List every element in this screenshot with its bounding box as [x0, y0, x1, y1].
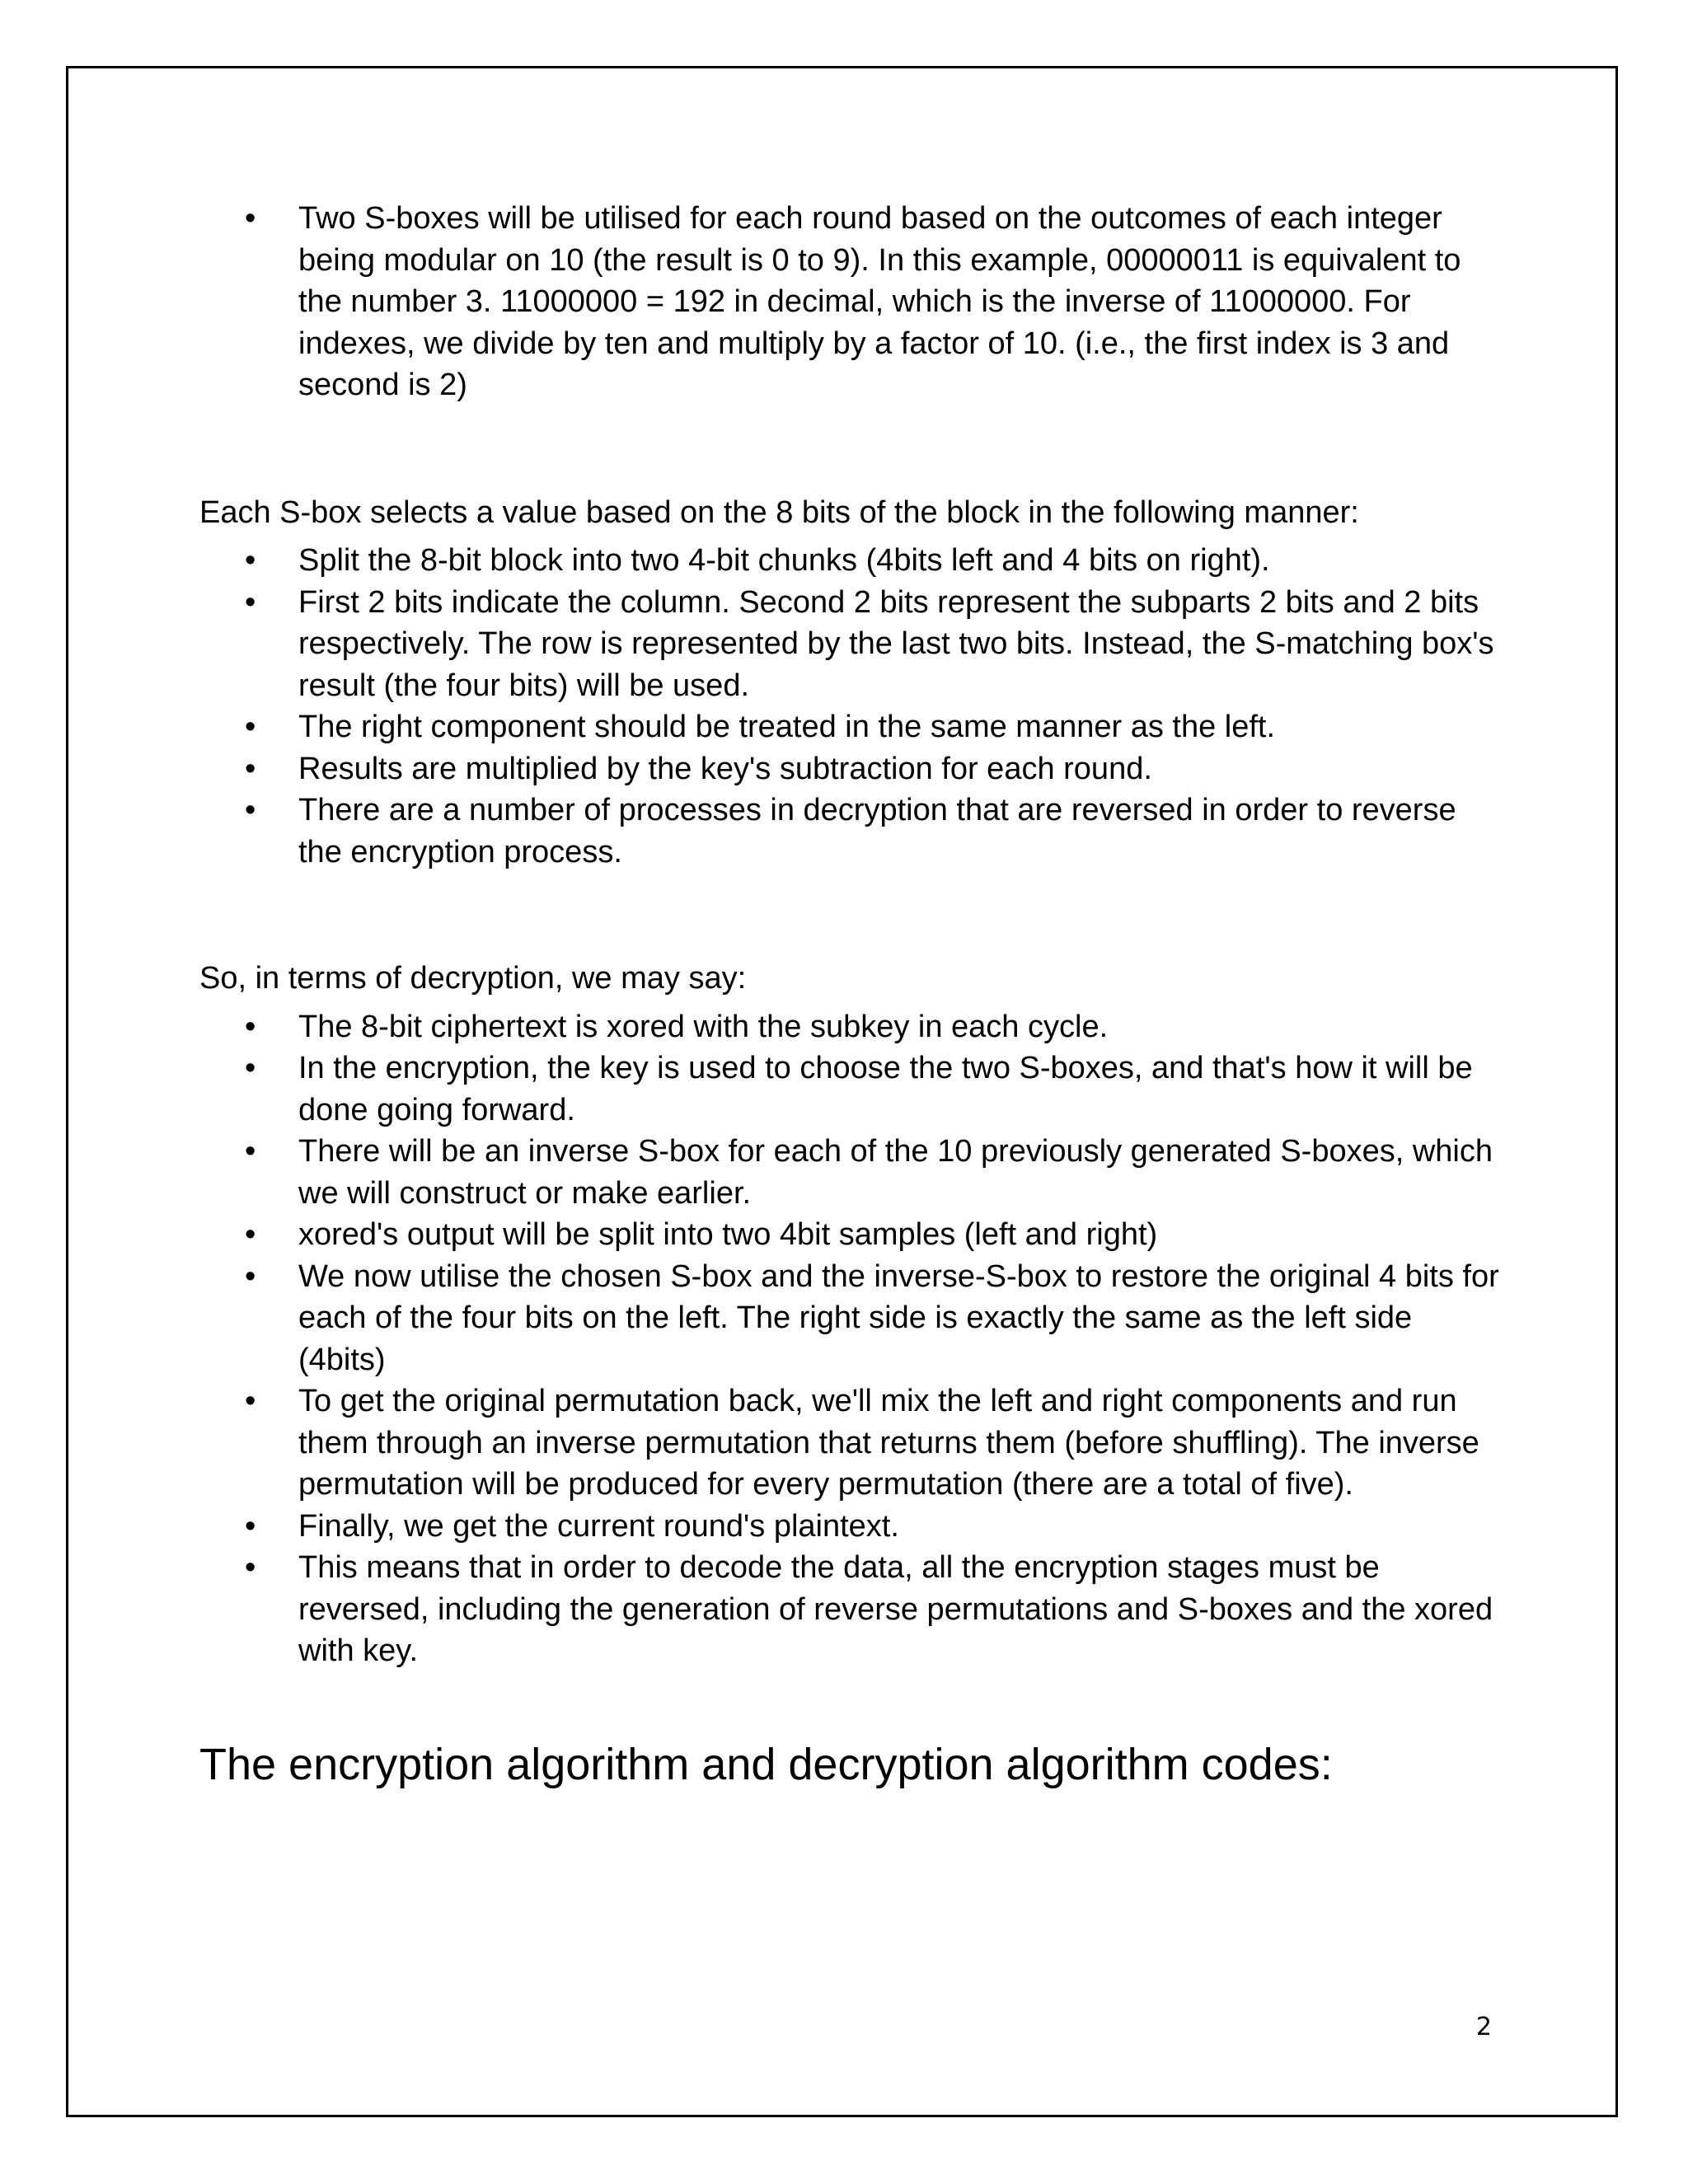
section-heading: The encryption algorithm and decryption algorithm codes:: [199, 1739, 1333, 1789]
list-item: • There are a number of processes in decryption that are reversed in order to reverse the encryption process.: [199, 790, 1502, 873]
sbox-intro-paragraph: Each S-box selects a value based on the 8 bits of the block in the following manner:: [199, 494, 1359, 530]
list-item: • This means that in order to decode the data, all the encryption stages must be reversed, including the generation of reverse permutations and S-boxes and the xored with key.: [199, 1547, 1502, 1672]
list-item: • Two S-boxes will be utilised for each round based on the outcomes of each integer being modular on 10 (the result is 0 to 9). In this example, 00000011 is equivalent to the number 3. 11000000 = 192 in decimal, which is the inverse of 11000000. For indexes, we divide by ten and multiply by a factor of 10. (i.e., the first index is 3 and second is 2): [199, 198, 1502, 406]
decryption-intro-paragraph: So, in terms of decryption, we may say:: [199, 961, 747, 996]
document-body: [199, 198, 1502, 1789]
list-item: • In the encryption, the key is used to choose the two S-boxes, and that's how it will be done going forward.: [199, 1047, 1502, 1131]
list-item: • To get the original permutation back, we'll mix the left and right components and run them through an inverse permutation that returns them (before shuffling). The inverse permutation will be produced for every permutation (there are a total of five).: [199, 1380, 1502, 1506]
list-item: • Split the 8-bit block into two 4-bit chunks (4bits left and 4 bits on right).: [199, 540, 1502, 582]
page-number: 2: [1475, 2013, 1492, 2041]
list-item: • We now utilise the chosen S-box and the inverse-S-box to restore the original 4 bits for each of the four bits on the left. The right side is exactly the same as the left side (4bits): [199, 1256, 1502, 1381]
list-item: • First 2 bits indicate the column. Second 2 bits represent the subparts 2 bits and 2 bits respectively. The row is represented by the last two bits. Instead, the S-matching box's result (the four bits) will be used.: [199, 582, 1502, 707]
list-item: • xored's output will be split into two 4bit samples (left and right): [199, 1214, 1502, 1256]
list-item: • The right component should be treated in the same manner as the left.: [199, 706, 1502, 748]
sbox-steps-list: [199, 540, 1502, 873]
list-item: • The 8-bit ciphertext is xored with the subkey in each cycle.: [199, 1006, 1502, 1048]
sbox-selection-list: [199, 198, 1502, 406]
list-item: • There will be an inverse S-box for each of the 10 previously generated S-boxes, which we will construct or make earlier.: [199, 1131, 1502, 1214]
list-item: • Finally, we get the current round's plaintext.: [199, 1506, 1502, 1548]
decryption-steps-list: [199, 1006, 1502, 1672]
list-item: • Results are multiplied by the key's subtraction for each round.: [199, 748, 1502, 790]
